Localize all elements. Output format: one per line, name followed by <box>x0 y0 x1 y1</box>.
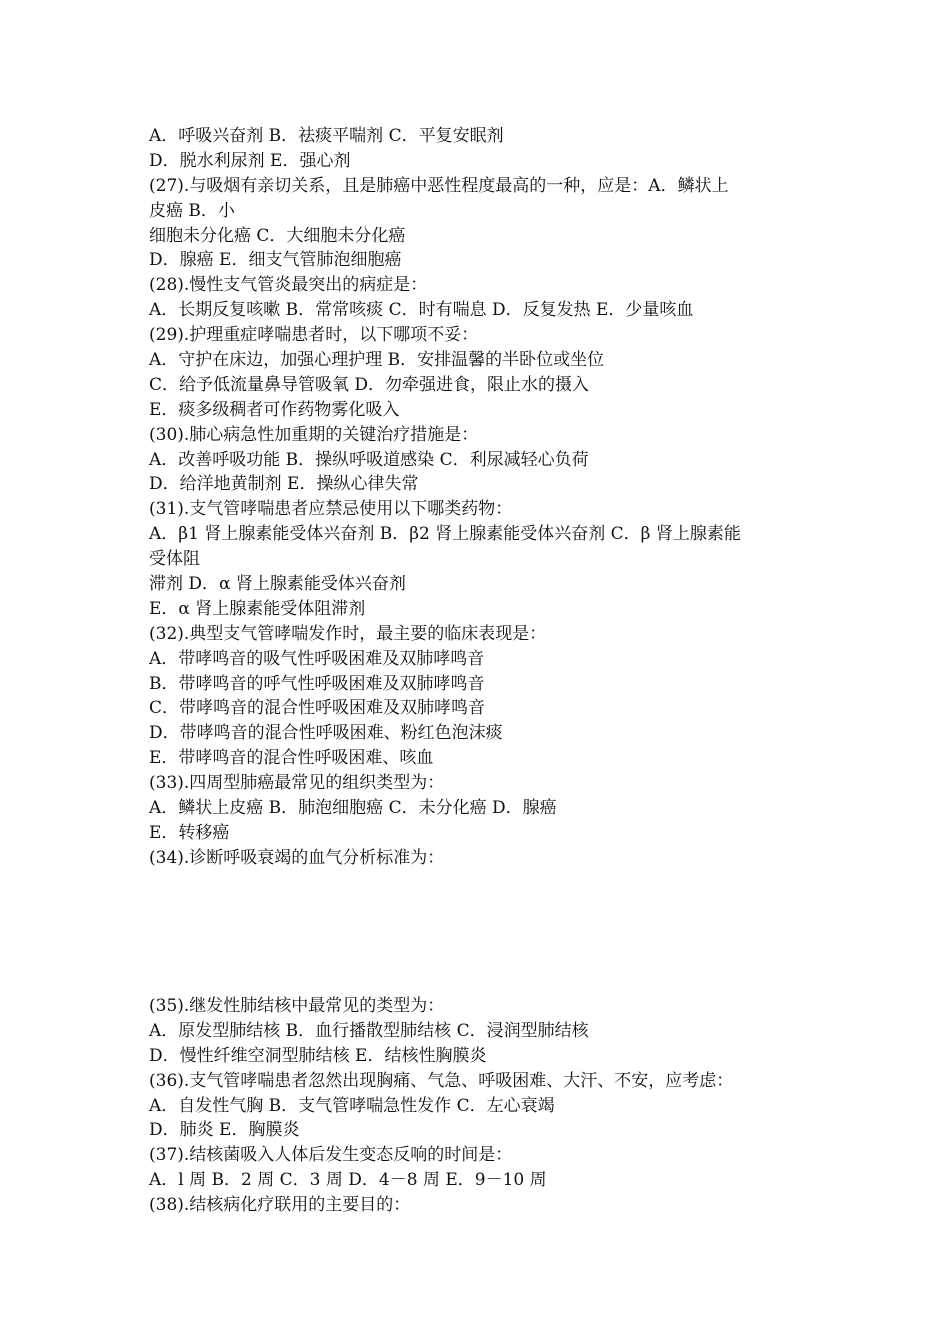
text-line: A．l 周 B．2 周 C．3 周 D．4－8 周 E．9－10 周 <box>149 1170 547 1191</box>
text-line: D．脱水利尿剂 E．强心剂 <box>149 150 351 171</box>
text-line: 皮癌 B．小 <box>149 200 235 221</box>
text-line: A．改善呼吸功能 B．操纵呼吸道感染 C．利尿减轻心负荷 <box>149 449 589 470</box>
text-line: A．呼吸兴奋剂 B．祛痰平喘剂 C．平复安眠剂 <box>149 126 504 146</box>
question-37: (37).结核菌吸入人体后发生变态反响的时间是： <box>149 1145 513 1166</box>
text-line: 细胞未分化癌 C．大细胞未分化癌 <box>149 225 406 246</box>
text-block-lower <box>149 994 809 1218</box>
text-block-upper <box>149 124 809 871</box>
text-line: A．原发型肺结核 B．血行播散型肺结核 C．浸润型肺结核 <box>149 1020 589 1041</box>
question-32: (32).典型支气管哮喘发作时，最主要的临床表现是： <box>149 623 547 644</box>
question-31: (31).支气管哮喘患者应禁忌使用以下哪类药物： <box>149 499 513 520</box>
question-34: (34).诊断呼吸衰竭的血气分析标准为： <box>149 847 445 868</box>
question-27: (27).与吸烟有亲切关系，且是肺癌中恶性程度最高的一种，应是：A．鳞状上 <box>149 175 729 196</box>
text-line: A．长期反复咳嗽 B．常常咳痰 C．时有喘息 D．反复发热 E．少量咳血 <box>149 300 694 321</box>
text-line: A．鳞状上皮癌 B．肺泡细胞癌 C．未分化癌 D．腺癌 <box>149 798 557 819</box>
text-line: 滞剂 D．α 肾上腺素能受体兴奋剂 <box>149 574 406 595</box>
text-line: C．给予低流量鼻导管吸氧 D．勿牵强进食，限止水的摄入 <box>149 374 590 395</box>
question-28: (28).慢性支气管炎最突出的病症是： <box>149 275 428 296</box>
text-line: D．给洋地黄制剂 E．操纵心律失常 <box>149 474 419 495</box>
question-35: (35).继发性肺结核中最常见的类型为： <box>149 996 445 1016</box>
text-line: 受体阻 <box>149 549 200 570</box>
text-line: B．带哮鸣音的呼气性呼吸困难及双肺哮鸣音 <box>149 673 485 694</box>
text-line: D．带哮鸣音的混合性呼吸困难、粉红色泡沫痰 <box>149 723 503 744</box>
question-36: (36).支气管哮喘患者忽然出现胸痛、气急、呼吸困难、大汗、不安，应考虑： <box>149 1070 734 1091</box>
question-30: (30).肺心病急性加重期的关键治疗措施是： <box>149 424 479 445</box>
text-line: E．转移癌 <box>149 822 230 843</box>
text-line: A．β1 肾上腺素能受体兴奋剂 B．β2 肾上腺素能受体兴奋剂 C．β 肾上腺素能 <box>149 524 741 545</box>
text-line: D．腺癌 E．细支气管肺泡细胞癌 <box>149 250 402 271</box>
text-line: A．守护在床边，加强心理护理 B．安排温馨的半卧位或坐位 <box>149 350 605 371</box>
text-line: E．带哮鸣音的混合性呼吸困难、咳血 <box>149 748 434 769</box>
text-line: C．带哮鸣音的混合性呼吸困难及双肺哮鸣音 <box>149 698 486 719</box>
question-38: (38).结核病化疗联用的主要目的： <box>149 1195 411 1216</box>
text-line: D．肺炎 E．胸膜炎 <box>149 1120 300 1141</box>
text-line: E．痰多级稠者可作药物雾化吸入 <box>149 399 400 420</box>
text-line: E．α 肾上腺素能受体阻滞剂 <box>149 598 366 619</box>
text-line: A．带哮鸣音的吸气性呼吸困难及双肺哮鸣音 <box>149 648 485 669</box>
question-33: (33).四周型肺癌最常见的组织类型为： <box>149 773 445 794</box>
text-line: A．自发性气胸 B．支气管哮喘急性发作 C．左心衰竭 <box>149 1095 555 1116</box>
question-29: (29).护理重症哮喘患者时，以下哪项不妥： <box>149 325 479 346</box>
text-line: D．慢性纤维空洞型肺结核 E．结核性胸膜炎 <box>149 1045 487 1066</box>
